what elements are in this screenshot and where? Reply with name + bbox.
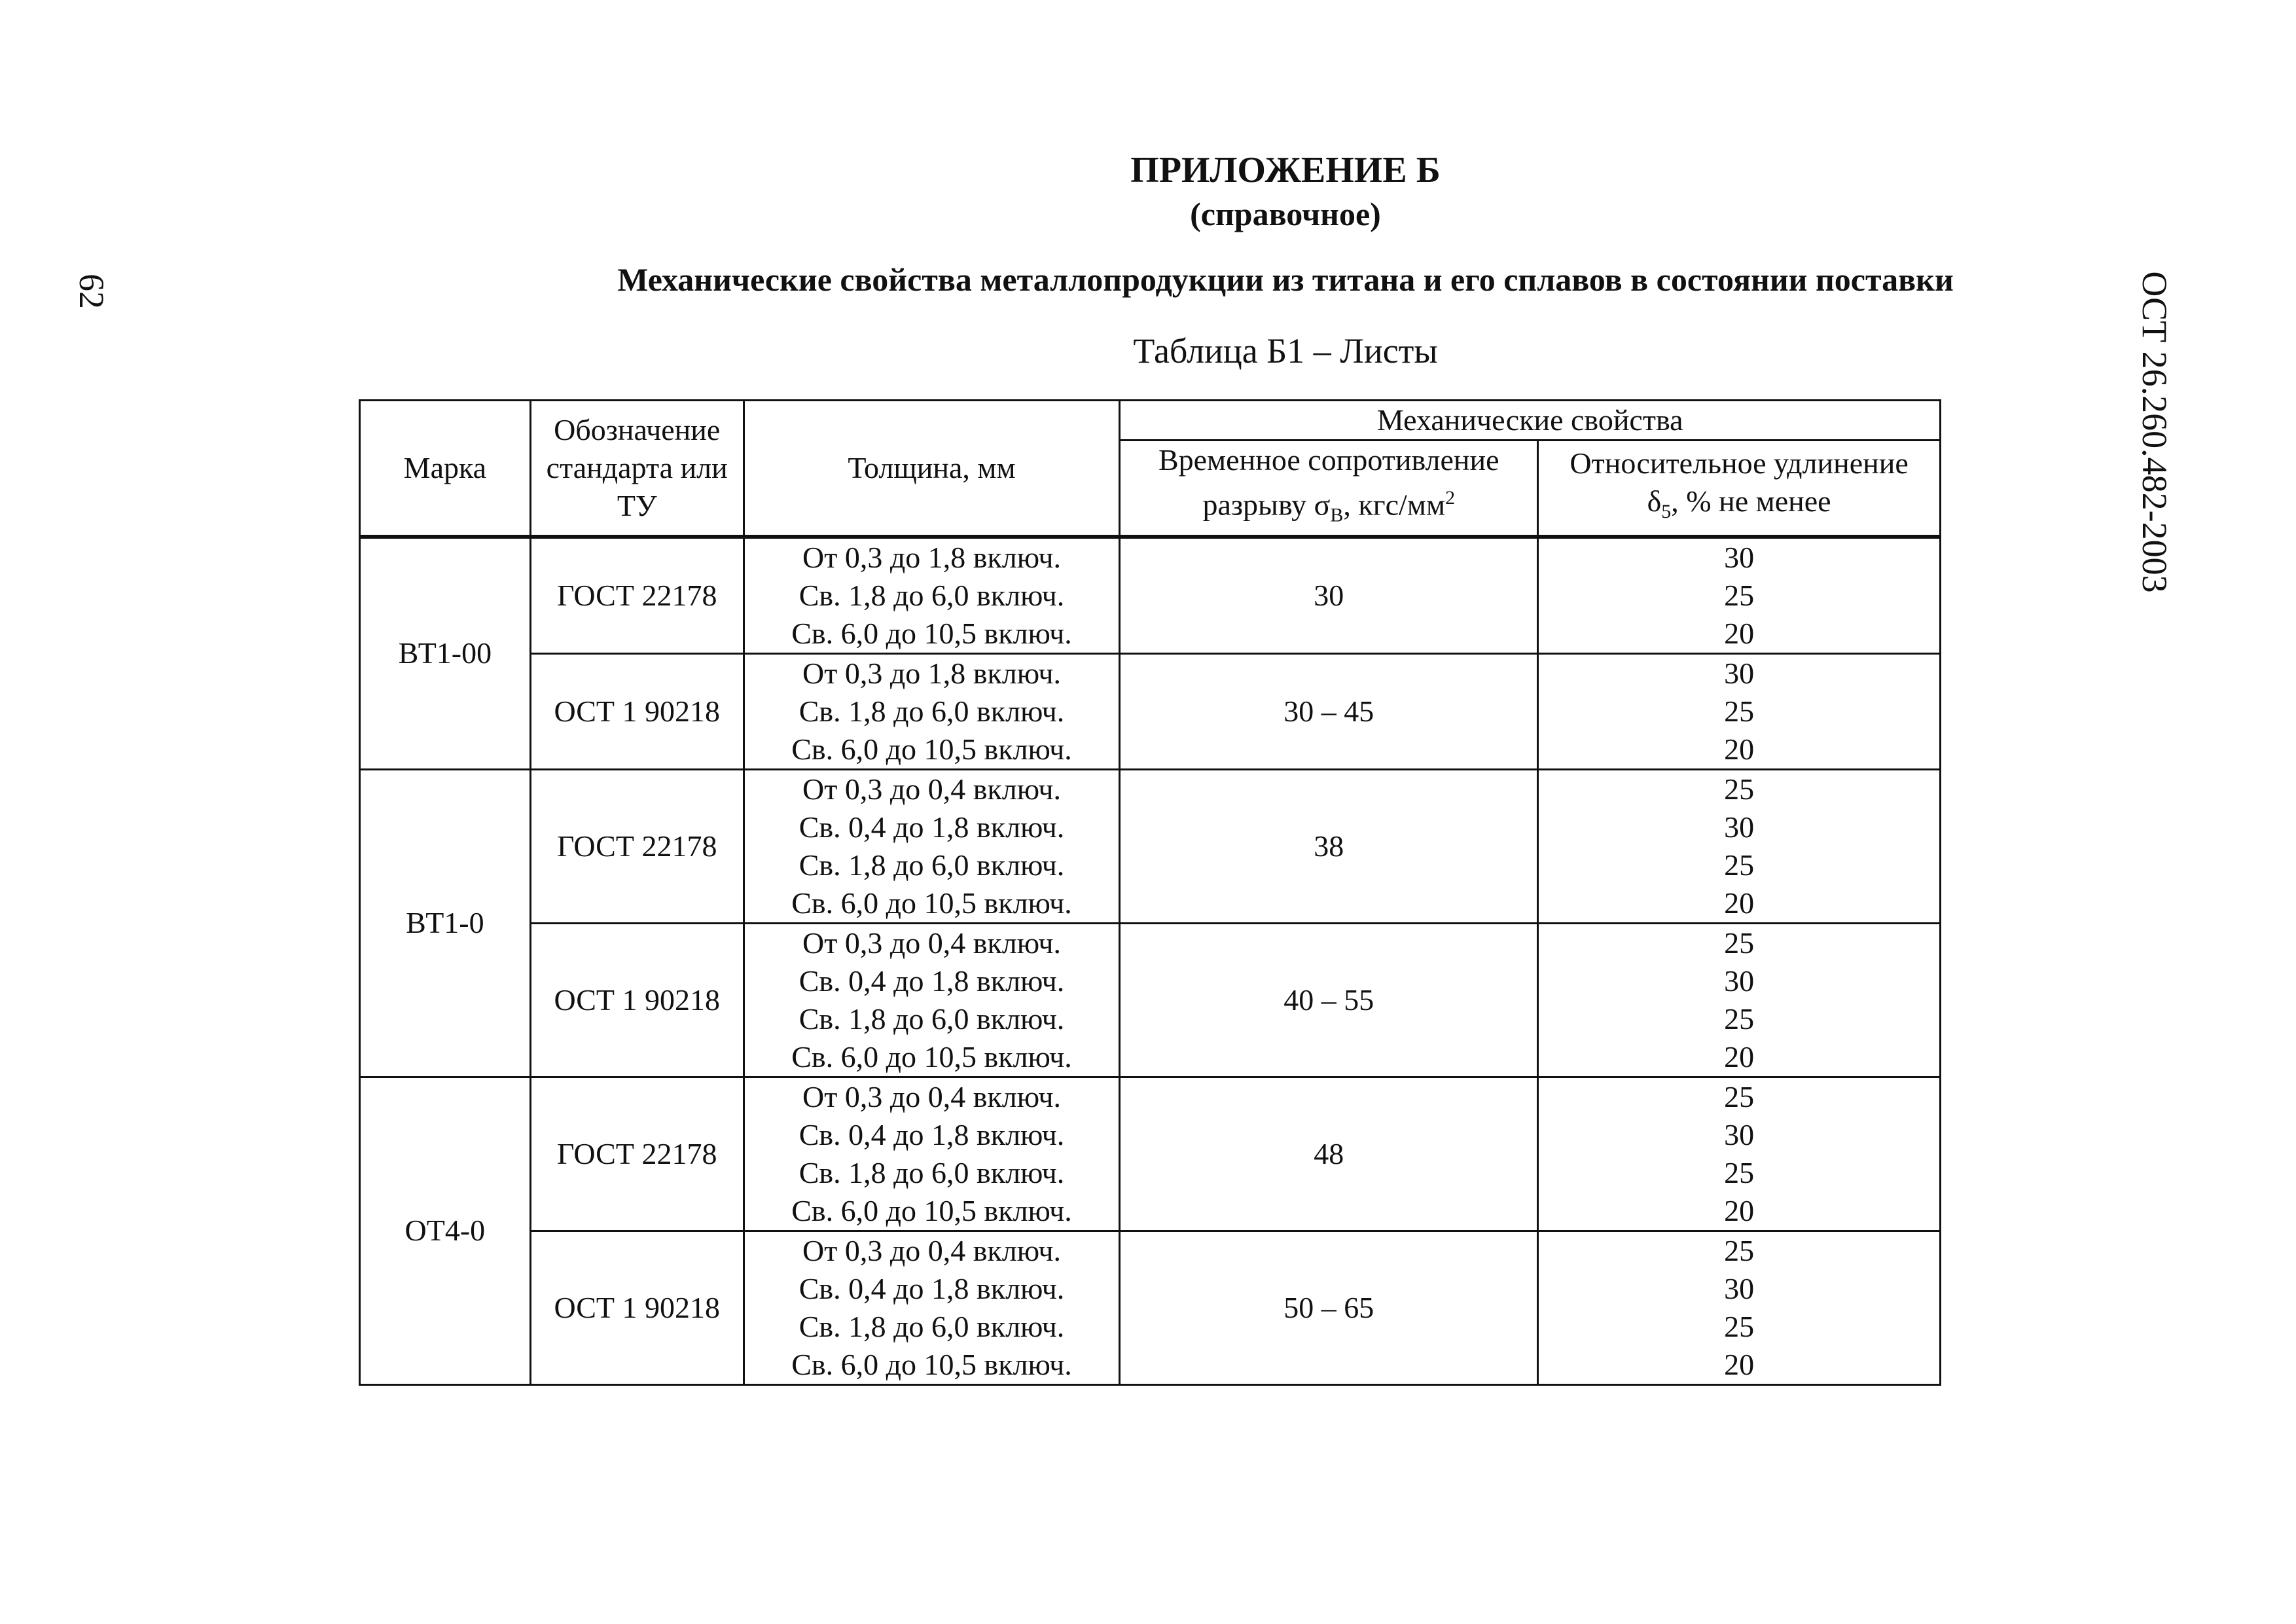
header-standard: Обозначение стандарта или ТУ xyxy=(530,401,744,537)
thickness-range: Св. 0,4 до 1,8 включ. xyxy=(798,964,1065,998)
thickness-range: Св. 1,8 до 6,0 включ. xyxy=(798,1001,1065,1036)
document-title: Механические свойства металлопродукции из титана и его сплавов в состоянии поставки xyxy=(617,261,1954,298)
thickness-range: Св. 0,4 до 1,8 включ. xyxy=(798,1117,1065,1151)
cell-elongation xyxy=(1538,769,1941,923)
table-row xyxy=(360,1077,1941,1231)
cell-marka: ВТ1-0 xyxy=(360,769,531,1077)
elongation-value: 25 xyxy=(1724,1155,1755,1189)
header-marka: Марка xyxy=(360,401,531,537)
cell-thickness xyxy=(744,923,1120,1077)
cell-elongation xyxy=(1538,653,1941,769)
thickness-range: Св. 1,8 до 6,0 включ. xyxy=(798,1309,1065,1343)
table-caption: Таблица Б1 – Листы xyxy=(1133,331,1438,370)
elongation-value: 20 xyxy=(1724,1347,1755,1381)
thickness-range: От 0,3 до 1,8 включ. xyxy=(802,540,1062,574)
elongation-value: 20 xyxy=(1724,886,1755,920)
cell-standard: ГОСТ 22178 xyxy=(530,769,744,923)
header-tensile-strength xyxy=(1120,441,1538,537)
elongation-value: 30 xyxy=(1724,810,1755,844)
thickness-range: Св. 6,0 до 10,5 включ. xyxy=(791,1039,1072,1074)
thickness-range: Св. 1,8 до 6,0 включ. xyxy=(798,1155,1065,1189)
header-mechanical-properties: Механические свойства xyxy=(1120,401,1941,441)
table-row xyxy=(360,923,1941,1077)
table-row xyxy=(360,653,1941,769)
elongation-value: 25 xyxy=(1724,1233,1755,1267)
cell-tensile-strength: 30 xyxy=(1120,537,1538,654)
elongation-value: 25 xyxy=(1724,926,1755,960)
appendix-title: ПРИЛОЖЕНИЕ Б xyxy=(1130,150,1441,190)
cell-marka: ОТ4-0 xyxy=(360,1077,531,1384)
thickness-range: Св. 1,8 до 6,0 включ. xyxy=(798,578,1065,612)
elongation-value: 30 xyxy=(1724,1117,1755,1151)
cell-standard: ОСТ 1 90218 xyxy=(530,653,744,769)
cell-thickness xyxy=(744,653,1120,769)
elongation-value: 30 xyxy=(1724,656,1755,690)
thickness-range: От 0,3 до 0,4 включ. xyxy=(802,1233,1062,1267)
header-thickness: Толщина, мм xyxy=(744,401,1120,537)
elongation-value: 25 xyxy=(1724,848,1755,882)
elongation-value: 20 xyxy=(1724,616,1755,650)
elongation-value: 25 xyxy=(1724,772,1755,806)
thickness-range: От 0,3 до 1,8 включ. xyxy=(802,656,1062,690)
cell-thickness xyxy=(744,769,1120,923)
properties-table xyxy=(359,399,1941,1386)
cell-standard: ГОСТ 22178 xyxy=(530,537,744,654)
thickness-range: Св. 6,0 до 10,5 включ. xyxy=(791,886,1072,920)
cell-tensile-strength: 48 xyxy=(1120,1077,1538,1231)
elongation-value: 20 xyxy=(1724,732,1755,766)
document-code: ОСТ 26.260.482-2003 xyxy=(2135,271,2174,593)
thickness-range: От 0,3 до 0,4 включ. xyxy=(802,926,1062,960)
header-tensile-strength-line1: Временное сопротивление xyxy=(1158,443,1499,477)
cell-elongation xyxy=(1538,537,1941,654)
thickness-range: Св. 0,4 до 1,8 включ. xyxy=(798,1271,1065,1305)
cell-thickness xyxy=(744,1077,1120,1231)
appendix-subtitle: (справочное) xyxy=(1190,196,1381,232)
thickness-range: Св. 1,8 до 6,0 включ. xyxy=(798,694,1065,728)
table-row xyxy=(360,769,1941,923)
table-body xyxy=(360,537,1941,1385)
cell-elongation xyxy=(1538,923,1941,1077)
elongation-value: 25 xyxy=(1724,1001,1755,1036)
thickness-range: Св. 6,0 до 10,5 включ. xyxy=(791,1193,1072,1227)
elongation-value: 20 xyxy=(1724,1039,1755,1074)
elongation-value: 25 xyxy=(1724,694,1755,728)
elongation-value: 20 xyxy=(1724,1193,1755,1227)
thickness-range: От 0,3 до 0,4 включ. xyxy=(802,772,1062,806)
cell-standard: ОСТ 1 90218 xyxy=(530,923,744,1077)
elongation-value: 25 xyxy=(1724,1309,1755,1343)
cell-marka: ВТ1-00 xyxy=(360,537,531,770)
table-row xyxy=(360,1231,1941,1384)
elongation-value: 30 xyxy=(1724,964,1755,998)
table-row xyxy=(360,537,1941,654)
cell-standard: ГОСТ 22178 xyxy=(530,1077,744,1231)
header-elongation-line2: $\delta_5$, % не менее xyxy=(1647,484,1831,523)
thickness-range: Св. 6,0 до 10,5 включ. xyxy=(791,1347,1072,1381)
thickness-range: Св. 1,8 до 6,0 включ. xyxy=(798,848,1065,882)
thickness-range: От 0,3 до 0,4 включ. xyxy=(802,1079,1062,1113)
cell-tensile-strength: 40 – 55 xyxy=(1120,923,1538,1077)
elongation-value: 30 xyxy=(1724,1271,1755,1305)
cell-thickness xyxy=(744,537,1120,654)
cell-elongation xyxy=(1538,1231,1941,1384)
cell-standard: ОСТ 1 90218 xyxy=(530,1231,744,1384)
page-number: 62 xyxy=(72,274,111,309)
cell-tensile-strength: 38 xyxy=(1120,769,1538,923)
thickness-range: Св. 6,0 до 10,5 включ. xyxy=(791,732,1072,766)
elongation-value: 25 xyxy=(1724,1079,1755,1113)
cell-elongation xyxy=(1538,1077,1941,1231)
header-elongation xyxy=(1538,441,1941,537)
header-elongation-line1: Относительное удлинение xyxy=(1570,446,1909,480)
cell-thickness xyxy=(744,1231,1120,1384)
header-tensile-strength-line2: разрыву $\sigma_В$, кгс/$мм^2$ xyxy=(1202,487,1456,526)
thickness-range: Св. 0,4 до 1,8 включ. xyxy=(798,810,1065,844)
elongation-value: 30 xyxy=(1724,540,1755,574)
elongation-value: 25 xyxy=(1724,578,1755,612)
cell-tensile-strength: 30 – 45 xyxy=(1120,653,1538,769)
cell-tensile-strength: 50 – 65 xyxy=(1120,1231,1538,1384)
thickness-range: Св. 6,0 до 10,5 включ. xyxy=(791,616,1072,650)
